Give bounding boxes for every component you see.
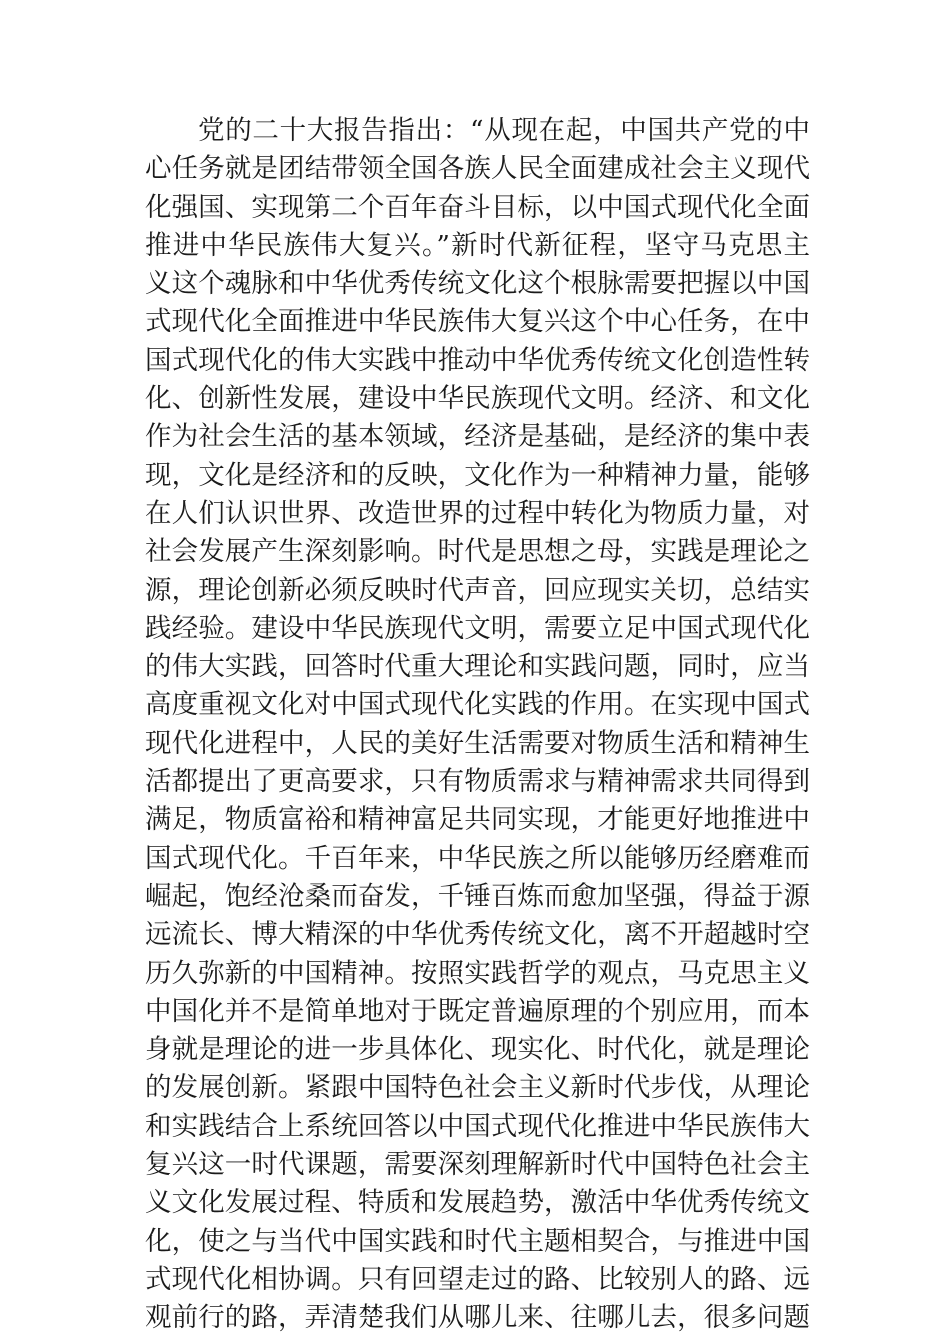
paragraph-line: 高度重视文化对中国式现代化实践的作用。在实现中国式 bbox=[145, 689, 810, 721]
paragraph-line: 化，使之与当代中国实践和时代主题相契合，与推进中国 bbox=[145, 1225, 810, 1257]
paragraph-line: 观前行的路，弄清楚我们从哪儿来、往哪儿去，很多问题 bbox=[145, 1302, 810, 1334]
paragraph-line: 中国化并不是简单地对于既定普遍原理的个别应用，而本 bbox=[145, 995, 810, 1027]
paragraph-line: 的发展创新。紧跟中国特色社会主义新时代步伐，从理论 bbox=[145, 1072, 810, 1104]
paragraph-line: 践经验。建设中华民族现代文明，需要立足中国式现代化 bbox=[145, 612, 810, 644]
paragraph-line: 推进中华民族伟大复兴。”新时代新征程，坚守马克思主 bbox=[145, 229, 810, 261]
body-paragraph bbox=[145, 112, 810, 1338]
paragraph-line: 历久弥新的中国精神。按照实践哲学的观点，马克思主义 bbox=[145, 957, 810, 989]
paragraph-line: 式现代化相协调。只有回望走过的路、比较别人的路、远 bbox=[145, 1263, 810, 1295]
paragraph-line: 复兴这一时代课题，需要深刻理解新时代中国特色社会主 bbox=[145, 1149, 810, 1181]
paragraph-line: 现，文化是经济和的反映，文化作为一种精神力量，能够 bbox=[145, 459, 810, 491]
paragraph-line: 远流长、博大精深的中华优秀传统文化，离不开超越时空 bbox=[145, 919, 810, 951]
paragraph-line: 国式现代化。千百年来，中华民族之所以能够历经磨难而 bbox=[145, 842, 810, 874]
paragraph-line: 的伟大实践，回答时代重大理论和实践问题，同时，应当 bbox=[145, 651, 810, 683]
paragraph-line: 党的二十大报告指出：“从现在起，中国共产党的中 bbox=[198, 115, 810, 146]
paragraph-line: 现代化进程中，人民的美好生活需要对物质生活和精神生 bbox=[145, 727, 810, 759]
paragraph-line: 活都提出了更高要求，只有物质需求与精神需求共同得到 bbox=[145, 766, 810, 798]
paragraph-line: 义文化发展过程、特质和发展趋势，激活中华优秀传统文 bbox=[145, 1187, 810, 1219]
paragraph-line: 在人们认识世界、改造世界的过程中转化为物质力量，对 bbox=[145, 497, 810, 529]
paragraph-line: 化强国、实现第二个百年奋斗目标，以中国式现代化全面 bbox=[145, 191, 810, 223]
paragraph-line: 国式现代化的伟大实践中推动中华优秀传统文化创造性转 bbox=[145, 344, 810, 376]
paragraph-line: 义这个魂脉和中华优秀传统文化这个根脉需要把握以中国 bbox=[145, 268, 810, 300]
paragraph-line: 身就是理论的进一步具体化、现实化、时代化，就是理论 bbox=[145, 1034, 810, 1066]
paragraph-line: 源，理论创新必须反映时代声音，回应现实关切，总结实 bbox=[145, 574, 810, 606]
paragraph-line: 心任务就是团结带领全国各族人民全面建成社会主义现代 bbox=[145, 153, 810, 185]
paragraph-line: 和实践结合上系统回答以中国式现代化推进中华民族伟大 bbox=[145, 1110, 810, 1142]
paragraph-line: 崛起，饱经沧桑而奋发，千锤百炼而愈加坚强，得益于源 bbox=[145, 880, 810, 912]
paragraph-line: 作为社会生活的基本领域，经济是基础，是经济的集中表 bbox=[145, 421, 810, 453]
paragraph-line: 化、创新性发展，建设中华民族现代文明。经济、和文化 bbox=[145, 383, 810, 415]
paragraph-line: 满足，物质富裕和精神富足共同实现，才能更好地推进中 bbox=[145, 804, 810, 836]
paragraph-line: 式现代化全面推进中华民族伟大复兴这个中心任务，在中 bbox=[145, 306, 810, 338]
paragraph-line: 社会发展产生深刻影响。时代是思想之母，实践是理论之 bbox=[145, 536, 810, 568]
